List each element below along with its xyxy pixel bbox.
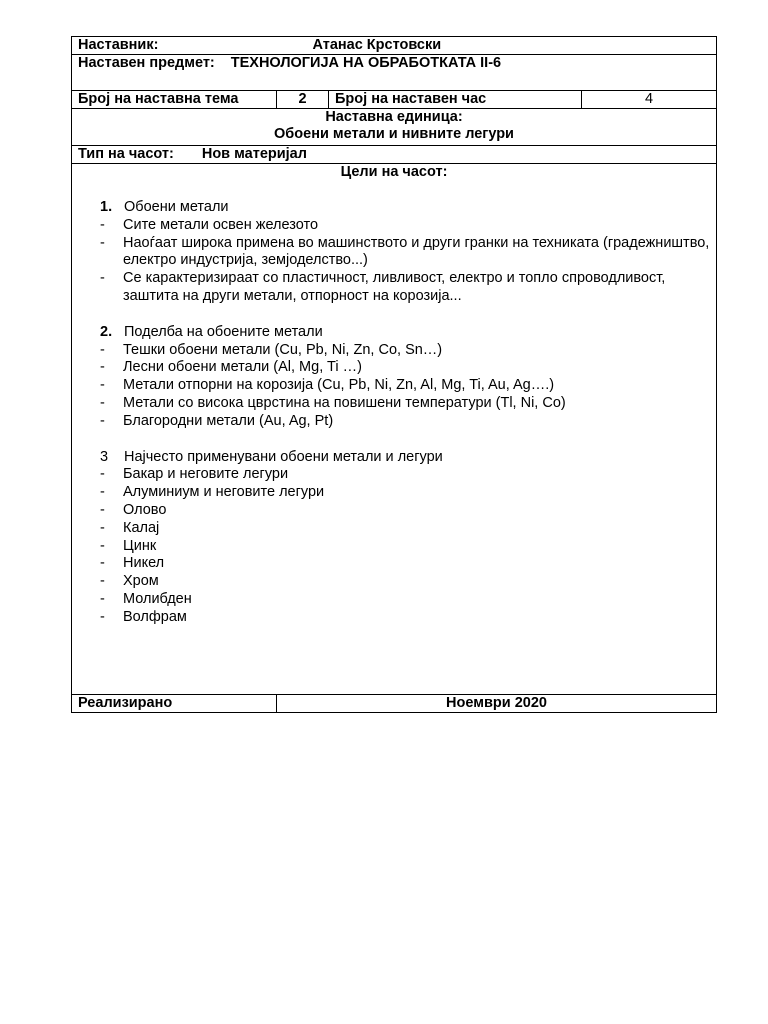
list-item-text: Лесни обоени метали (Al, Mg, Ti …) [123, 359, 362, 376]
unit-title: Обоени метали и нивните легури [274, 126, 514, 142]
list-dash: - [100, 555, 105, 572]
goal-section-number: 3 [100, 448, 109, 465]
list-item [78, 591, 710, 609]
list-dash: - [100, 537, 105, 554]
type-value: Нов материјал [201, 146, 307, 162]
list-item [78, 270, 710, 306]
unit-label: Наставна единица: [325, 109, 463, 125]
goal-item-list [78, 217, 710, 306]
list-dash: - [100, 234, 105, 251]
list-item [78, 484, 710, 502]
subject-label: Наставен предмет: [78, 55, 215, 71]
subject-name: ТЕХНОЛОГИЈА НА ОБРАБОТКАТА II-6 [230, 55, 502, 71]
list-item-text: Цинк [123, 537, 157, 554]
goals-row [72, 164, 717, 695]
list-dash: - [100, 341, 105, 358]
list-dash: - [100, 608, 105, 625]
subject-row [72, 55, 717, 91]
list-item-text: Алуминиум и неговите легури [123, 484, 325, 501]
goal-section-heading [78, 449, 710, 467]
list-item [78, 609, 710, 627]
topic-number: 2 [277, 91, 329, 109]
teacher-label: Наставник: [78, 37, 159, 53]
realized-row [72, 695, 717, 713]
list-item-text: Молибден [123, 590, 192, 607]
lesson-number: 4 [582, 91, 717, 109]
list-dash: - [100, 412, 105, 429]
teacher-cell [72, 37, 717, 55]
teacher-name: Атанас Крстовски [312, 37, 442, 53]
list-item-text: Волфрам [123, 608, 187, 625]
goal-section-title: Најчесто применувани обоени метали и легури [124, 448, 443, 465]
goal-section-title: Обоени метали [124, 199, 229, 215]
goals-cell [72, 164, 717, 695]
list-item [78, 573, 710, 591]
list-item-text: Хром [123, 573, 159, 590]
list-item [78, 395, 710, 413]
list-item [78, 413, 710, 431]
topic-row [72, 91, 717, 109]
list-dash: - [100, 377, 105, 394]
list-item [78, 466, 710, 484]
list-item-text: Бакар и неговите легури [123, 466, 289, 483]
list-item [78, 555, 710, 573]
goal-section-heading [78, 324, 710, 342]
list-item [78, 520, 710, 538]
list-item [78, 502, 710, 520]
list-item-text: Метали со висока цврстина на повишени температури (Tl, Ni, Co) [123, 394, 566, 411]
list-dash: - [100, 590, 105, 607]
list-dash: - [100, 466, 105, 483]
list-dash: - [100, 519, 105, 536]
list-item [78, 538, 710, 556]
teacher-row [72, 37, 717, 55]
goal-item-list [78, 466, 710, 626]
realized-value: Ноември 2020 [277, 695, 717, 713]
goals-title: Цели на часот: [340, 164, 448, 180]
list-item [78, 235, 710, 271]
list-item [78, 217, 710, 235]
lesson-label: Број на наставен час [329, 91, 582, 109]
list-dash: - [100, 216, 105, 233]
list-item-text: Калај [123, 519, 160, 536]
list-item-text: Сите метали освен железото [123, 216, 319, 233]
unit-row [72, 109, 717, 146]
type-cell [72, 146, 717, 164]
list-item-text: Олово [123, 501, 167, 518]
goal-section-number: 2. [100, 323, 113, 340]
list-item-text: Метали отпорни на корозија (Cu, Pb, Ni, Zn, Al, Mg, Ti, Au, Ag….) [123, 377, 555, 394]
list-item-text: Наоѓаат широка примена во машинството и други гранки на техниката (градежништво, електро индустрија, земјоделство...) [123, 234, 710, 269]
goal-section-number: 1. [100, 199, 113, 215]
list-item-text: Благородни метали (Au, Ag, Pt) [123, 412, 334, 429]
topic-label: Број на наставна тема [72, 91, 277, 109]
list-item-text: Никел [123, 555, 165, 572]
realized-label: Реализирано [72, 695, 277, 713]
goal-section-title: Поделба на обоените метали [124, 323, 323, 340]
list-dash: - [100, 359, 105, 376]
list-dash: - [100, 573, 105, 590]
goals-body [78, 199, 710, 627]
list-item-text: Се карактеризираат со пластичност, ливливост, електро и топло спроводливост, заштита на други метали, отпорност на корозија... [123, 270, 666, 304]
goal-section [78, 324, 710, 431]
unit-cell [72, 109, 717, 146]
list-dash: - [100, 394, 105, 411]
list-dash: - [100, 270, 105, 287]
lesson-plan-table [71, 36, 717, 713]
list-dash: - [100, 501, 105, 518]
goal-section-heading [78, 199, 710, 217]
subject-cell [72, 55, 717, 91]
goal-section [78, 199, 710, 306]
list-item [78, 377, 710, 395]
list-item [78, 342, 710, 360]
goal-item-list [78, 342, 710, 431]
list-item-text: Тешки обоени метали (Cu, Pb, Ni, Zn, Co, Sn…) [123, 341, 443, 358]
type-row [72, 146, 717, 164]
list-dash: - [100, 484, 105, 501]
type-label: Тип на часот: [78, 146, 174, 162]
goal-section [78, 449, 710, 627]
list-item [78, 359, 710, 377]
